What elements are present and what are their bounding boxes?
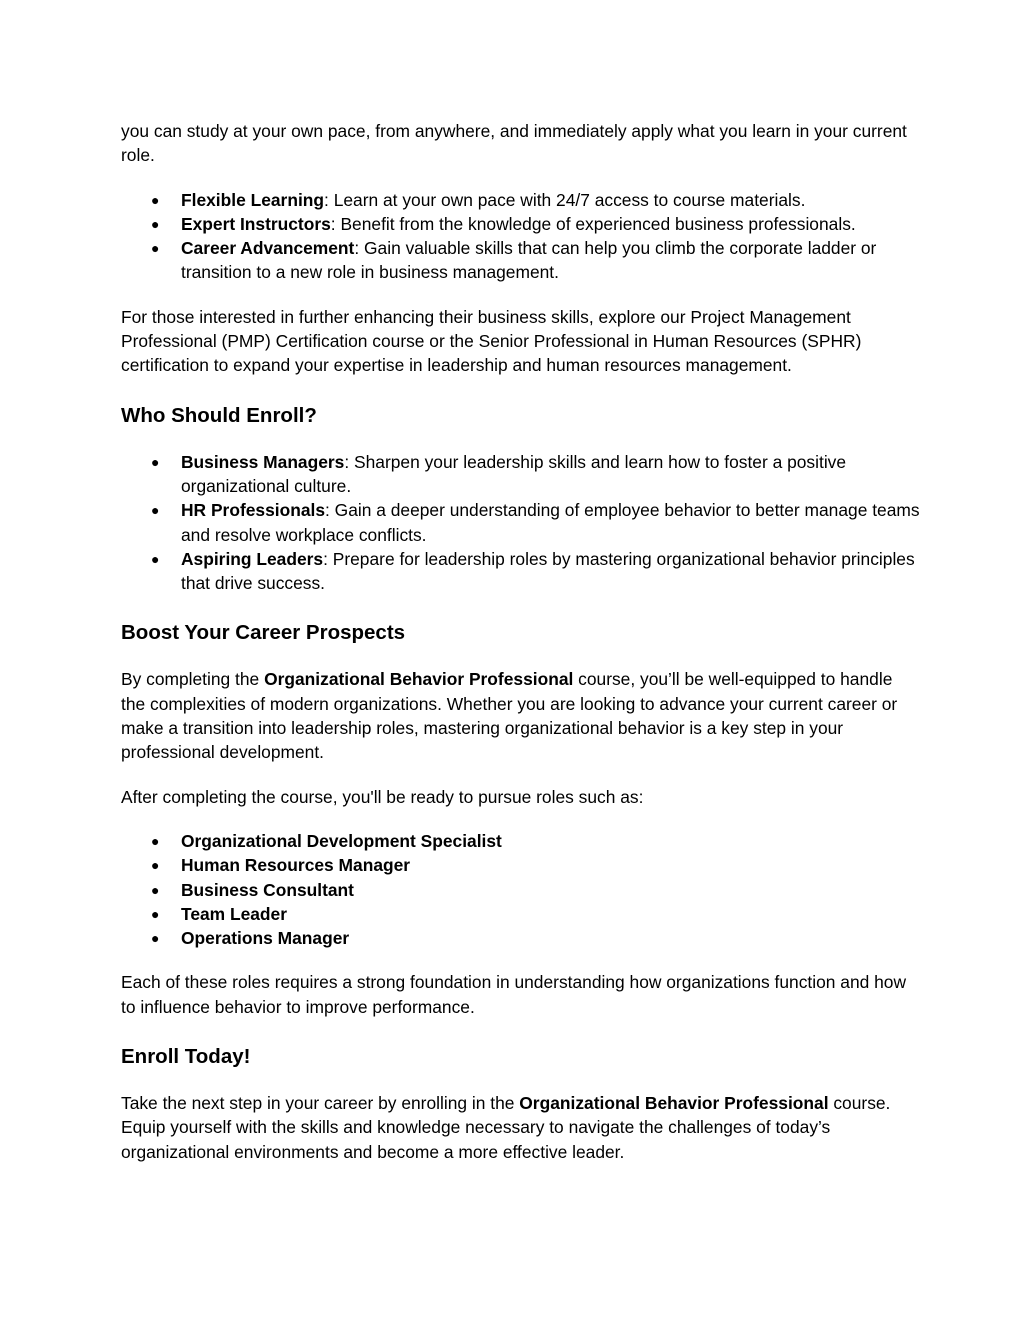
boost-text-before: By completing the bbox=[121, 669, 265, 690]
section-heading-boost: Boost Your Career Prospects bbox=[121, 621, 406, 645]
benefit-text: : Learn at your own pace with 24/7 access to course materials. bbox=[324, 189, 806, 210]
benefit-title: Flexible Learning bbox=[181, 189, 325, 210]
enroll-text-after: course. Equip yourself with the skills and knowledge necessary to navigate the challenges of today’s organizational environments and become a more effective leader. bbox=[121, 1093, 891, 1162]
roles-outro: Each of these roles requires a strong foundation in understanding how organizations function and how to influence behavior to improve performance. bbox=[121, 972, 907, 1017]
enroll-paragraph bbox=[121, 1091, 921, 1164]
bullet-icon: ● bbox=[151, 453, 160, 470]
boost-paragraph bbox=[121, 667, 921, 764]
bullet-icon: ● bbox=[151, 832, 160, 849]
benefits-list bbox=[121, 188, 921, 285]
intro-paragraph: you can study at your own pace, from anywhere, and immediately apply what you learn in your current role. bbox=[121, 121, 907, 166]
role-name: Business Consultant bbox=[181, 879, 354, 900]
course-name: Organizational Behavior Professional bbox=[519, 1093, 829, 1114]
role-name: Organizational Development Specialist bbox=[181, 830, 502, 851]
benefit-title: Expert Instructors bbox=[181, 213, 331, 234]
audience-text: : Sharpen your leadership skills and learn how to foster a positive organizational culture. bbox=[181, 451, 847, 496]
bullet-icon: ● bbox=[151, 905, 160, 922]
list-item bbox=[121, 498, 921, 547]
roles-intro: After completing the course, you'll be ready to pursue roles such as: bbox=[121, 786, 644, 807]
list-item bbox=[121, 926, 921, 950]
role-name: Team Leader bbox=[181, 903, 287, 924]
bullet-icon: ● bbox=[151, 240, 160, 257]
benefit-text: : Gain valuable skills that can help you climb the corporate ladder or transition to a new role in business management. bbox=[181, 238, 877, 283]
list-item bbox=[121, 188, 921, 212]
bullet-icon: ● bbox=[151, 215, 160, 232]
bullet-icon: ● bbox=[151, 550, 160, 567]
role-name: Human Resources Manager bbox=[181, 855, 411, 876]
roles-list bbox=[121, 829, 921, 950]
bullet-icon: ● bbox=[151, 502, 160, 519]
list-item bbox=[121, 902, 921, 926]
list-item bbox=[121, 450, 921, 499]
further-paragraph: For those interested in further enhancing their business skills, explore our Project Management Professional (PMP) Certification course or the Senior Professional in Human Resources (SPHR) certification to expand your expertise in leadership and human resources management. bbox=[121, 306, 862, 376]
audience-text: : Prepare for leadership roles by mastering organizational behavior principles that drive success. bbox=[181, 548, 915, 594]
list-item bbox=[121, 829, 921, 853]
enroll-text-before: Take the next step in your career by enrolling in the bbox=[121, 1093, 520, 1114]
bullet-icon: ● bbox=[151, 930, 160, 947]
course-name: Organizational Behavior Professional bbox=[264, 669, 574, 690]
list-item bbox=[121, 236, 921, 285]
bullet-icon: ● bbox=[151, 881, 160, 898]
document-page bbox=[121, 119, 921, 1164]
audience-title: Aspiring Leaders bbox=[181, 548, 324, 569]
role-name: Operations Manager bbox=[181, 928, 350, 949]
list-item bbox=[121, 878, 921, 902]
audience-title: HR Professionals bbox=[181, 500, 325, 521]
list-item bbox=[121, 547, 921, 596]
section-heading-who: Who Should Enroll? bbox=[121, 403, 317, 427]
who-list bbox=[121, 450, 921, 596]
list-item bbox=[121, 212, 921, 236]
list-item bbox=[121, 853, 921, 877]
boost-text-after: course, you’ll be well-equipped to handle the complexities of modern organizations. Whether you are looking to advance your current career or make a transition into leadership roles, mastering organizational behavior is a key step in your professional development. bbox=[121, 669, 898, 763]
section-heading-enroll: Enroll Today! bbox=[121, 1045, 251, 1069]
bullet-icon: ● bbox=[151, 857, 160, 874]
benefit-text: : Benefit from the knowledge of experienced business professionals. bbox=[330, 213, 856, 234]
audience-text: : Gain a deeper understanding of employee behavior to better manage teams and resolve workplace conflicts. bbox=[181, 500, 920, 545]
bullet-icon: ● bbox=[151, 191, 160, 208]
audience-title: Business Managers bbox=[181, 451, 345, 472]
benefit-title: Career Advancement bbox=[181, 238, 355, 259]
